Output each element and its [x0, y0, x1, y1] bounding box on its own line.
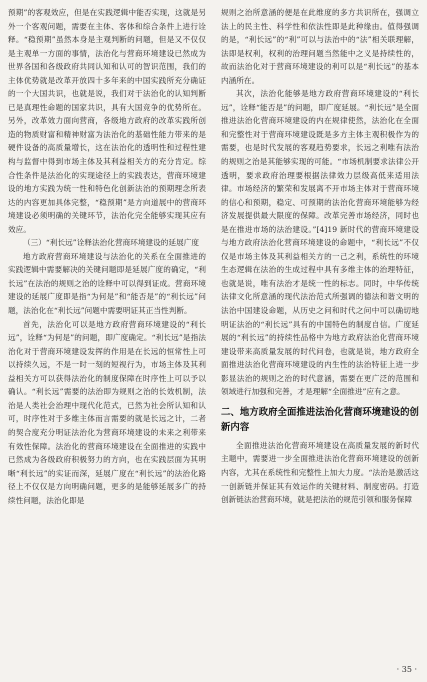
page-number: · 35 · [396, 665, 417, 674]
right-column [221, 6, 419, 507]
left-column [8, 6, 206, 507]
section-heading: 二、地方政府全面推进法治化营商环境建设的创新内容 [221, 406, 419, 433]
paragraph: 地方政府营商环境建设与法治化的关系在全面推进的实践逻辑中需要解决的关键问题即是延展广度的确定，“利长远”在法治的规则之治的诠释中可以得到证成。营商环境建设的延展广度即是指“为何是”和“能否是”的“利长远”问题，法治化在“利长远”问题中需要明证其正当性判断。 [8, 251, 206, 316]
paragraph: 首先，法治化可以是地方政府营商环境建设的“利长远”，诠释“为何是”的问题，即广度确定。“利长远”是指法治化对于营商环境建设发挥的作用是在长远的恒常性上可以持续久远，不是一时一刻的短视行为，市场主体及其利益相关方可以获得法治化的制度保障在时序性上可以予以确认。“利长远”需要的法治即为规则之治的长效机制，法治是人类社会治理中现代化范式，已然为社会所认知和认可，时序性对于多维主体而言需要的就是长远之计，二者的契合度充分明证法治化为营商环境建设的未来之利带来有效性保障。法治化的营商环境建设在全面推进的实践中已然成为各级政府积极努力的方向，也在实践层面为其明晰“利长远”的实证而深，延展广度在“利长远”的法治化路径上不仅仅是方向明确问题，更多的是能够延展多广的持续性问题，法治化即是 [8, 319, 206, 505]
paragraph: 规则之治所意涵的便是在此维度的多方共识所在，强调立法上的民主性、科学性和依法性即是此种缘由。值得强调的是，“利长远”的“利”可以与法治中的“法”相关联理解，法即是权利，权利的治理问题当然能中之义是持续性的，故而法治化对于营商环境建设的利可以是“利长远”的基本内涵所在。 [221, 8, 419, 85]
section-subheading: （三）“利长远”诠释法治化营商环境建设的延展广度 [23, 238, 200, 248]
paragraph: 全面推进法治化营商环境建设在高质量发展的新时代主题中，需要进一步全面推进法治化营商环境建设的创新内容，尤其在系统性和完整性上加大力度。“法治是激活这一创新链并保证其有效运作的关键材料、制度密码。打造创新链法治营商环境，就是把法治的规范引领和服务保障 [221, 440, 419, 505]
paragraph: 其次，法治化能够是地方政府营商环境建设的“利长远”，诠释“能否是”的问题，即广度延展。“利长远”是全面推进法治化营商环境建设的内在规律使然，法治化在全面和完整性对于营商环境建设既是多方主体主观积极作为的需要，也是时代发展的客观趋势要求，长远之利唯有法治的规则之治是其能够实现的可能。“市场机制要求法律公开透明，要求政府治理要根据法律效力层级高低来适用法律。市场经济的繁荣和发展离不开市场主体对于营商环境的信心和预期，稳定、可预期的法治化营商环境能够为经济发展提供最大限度的保障。改革完善市场经济，同时也是在推进市场的法治建设。”[4]19 新时代的营商环境建设与地方政府法治化营商环境建设的命题中，“利长远”不仅仅是市场主体及其利益相关方的一己之利，系统性的环境生态逻辑在法治的生成过程中具有多维主体的治理特征，也就是说，唯有法治才是统一性的标志。同时，中华传统法律文化所意涵的现代法治范式所强调的德法和谐文明的法治中国建设命题，从历史之问和时代之问中可以确切地明证法治的“利长远”具有的中国特色的制度自信。广度延展的“利长远”的持续性品格中为地方政府法治化营商环境建设带来高质量发展的时代问卷，也就是说，地方政府全面推进法治化营商环境建设的内生性的法治特征上进一步影显法治的规则之治的时代意涵，需要在更广泛的范围和领域进行加强和完善，才是理解“全面推进”应有之意。 [221, 89, 419, 397]
paragraph: 预期”的客观效应，但是在实践逻辑中能否实现，这就是另外一个客观问题，需要在主体、客体和综合条件上进行诠释。“稳预期”虽然本身是主观判断的问题，但是又不仅仅是主观单一方面的事情，法治化与营商环境建设已然成为世界各国和各级政府共同认知和认可的智识范围，我们的主体优势就是改革开放四十多年来的中国实践所充分确证的一个大国共识，也就是说，我们对于法治化的认知判断已是真理性命题的国家共识，具有大国竞争的优势所在。另外，改革效力面向营商，各级地方政府的改革实践所创造的物质财富和精神财富为法治化的基础性能力带来的是硬件设备的高质量增长，这在法治化的透明性和过程性建构与监督中得到市场主体及其利益相关方的充分肯定。综合性条件是法治化的实现途径上的实践表达，营商环境建设的地方实践为统一性和特色化创新法治的预期理念所表达的内容更加具体完整，“稳预期”是方向道展中的营商环境建设必须明确的关键环节，法治化完全能够实现其应有效应。 [8, 8, 206, 234]
